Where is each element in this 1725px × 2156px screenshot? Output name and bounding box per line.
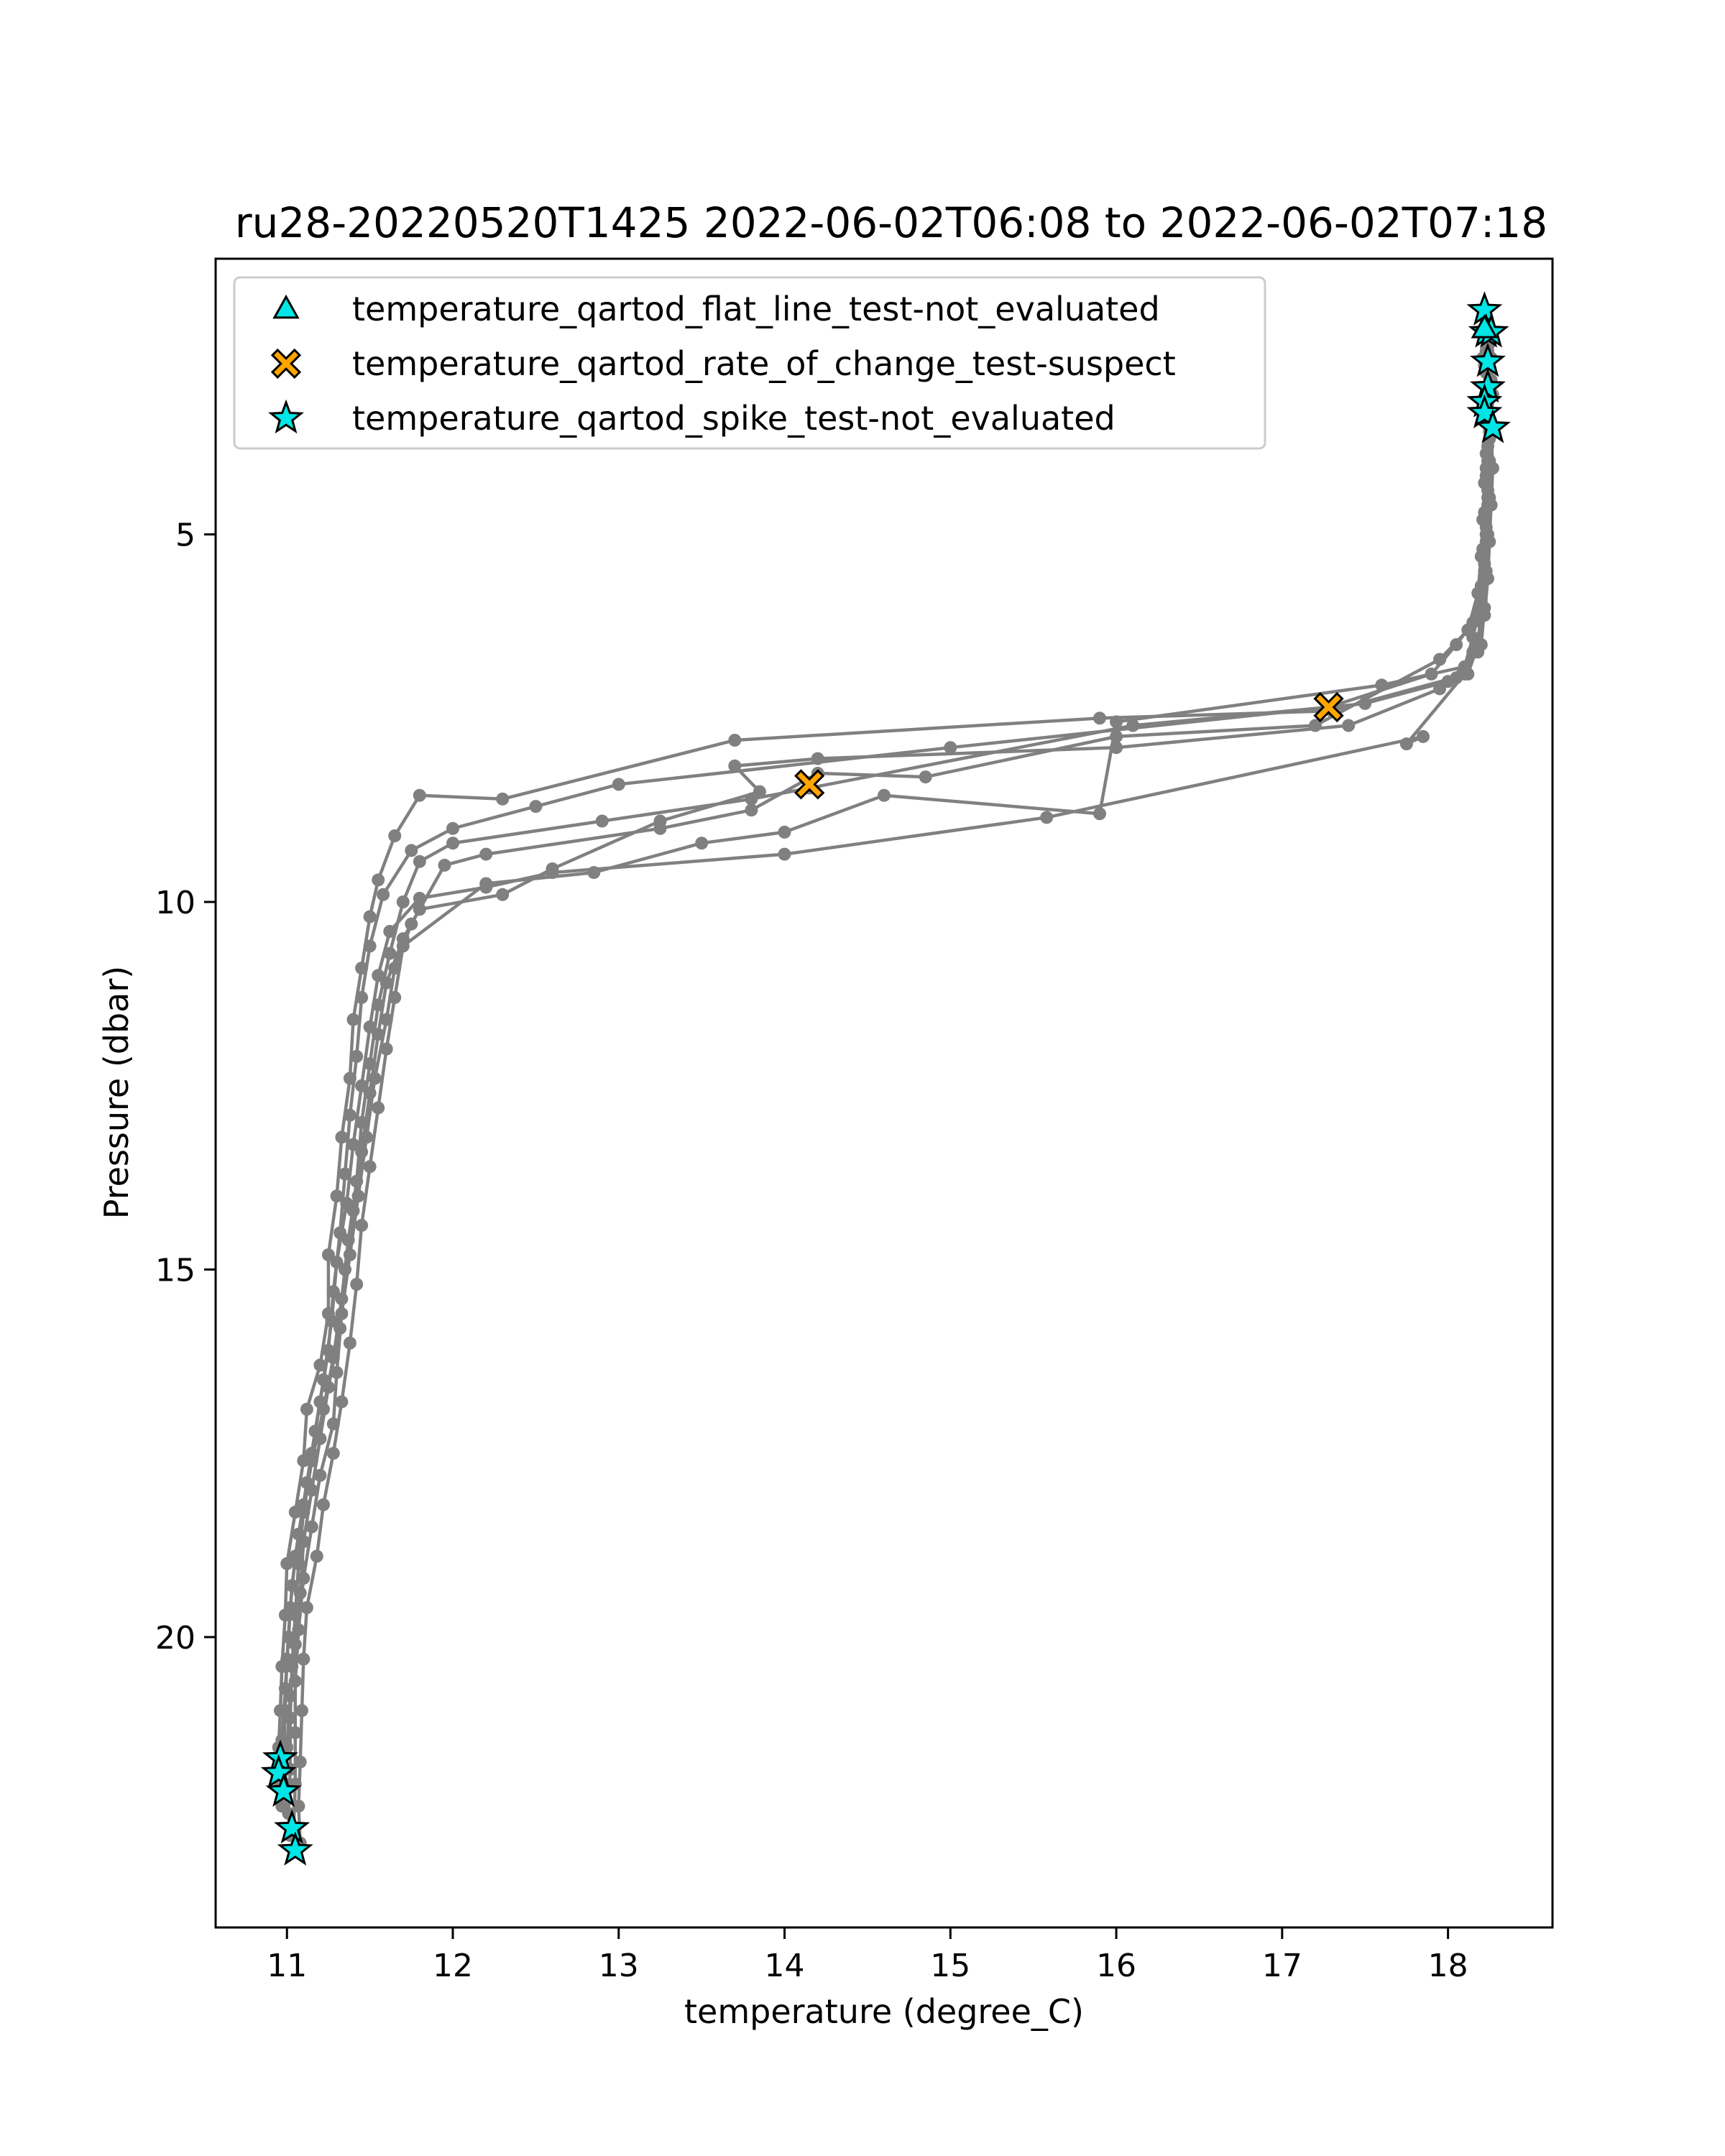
profile-7-point: [289, 1549, 302, 1562]
profile-4-point: [438, 859, 451, 872]
x-tick-label: 15: [930, 1948, 971, 1984]
profile-7-point: [350, 1050, 363, 1063]
profile-6-point: [372, 969, 385, 982]
profile-1-point: [300, 1403, 313, 1416]
x-tick-label: 18: [1427, 1948, 1468, 1984]
x-tick-label: 11: [267, 1948, 308, 1984]
plot-area: [216, 259, 1552, 1927]
y-axis-label: Pressure (dbar): [97, 965, 136, 1220]
profile-5-point: [300, 1601, 313, 1614]
profile-5-point: [388, 991, 401, 1004]
y-tick-label: 15: [155, 1252, 196, 1289]
x-axis-label: temperature (degree_C): [684, 1992, 1084, 2031]
profile-6-point: [1400, 737, 1413, 750]
profile-5-point: [1093, 807, 1106, 820]
legend-label: temperature_qartod_flat_line_test-not_evaluated: [352, 290, 1160, 328]
profile-3-point: [596, 815, 609, 828]
profile-7-point: [297, 1498, 310, 1511]
profile-4-point: [331, 1366, 344, 1379]
profile-6-point: [778, 848, 791, 861]
profile-7-point: [446, 822, 459, 835]
profile-4-point: [352, 1189, 365, 1202]
profile-4-point: [305, 1521, 318, 1534]
x-tick-label: 14: [764, 1948, 805, 1984]
profile-5-point: [294, 1756, 307, 1769]
profile-4-point: [654, 822, 667, 835]
profile-2-point: [1342, 719, 1355, 732]
profile-7-point: [1476, 609, 1489, 622]
profile-1-point: [388, 829, 401, 842]
profile-6-point: [383, 925, 396, 938]
y-tick-label: 20: [155, 1619, 196, 1657]
profile-7-point: [1442, 675, 1455, 688]
profile-7-point: [339, 1168, 351, 1181]
profile-7-point: [322, 1344, 335, 1357]
profile-5-point: [350, 1278, 363, 1291]
profile-5-point: [695, 837, 708, 849]
profile-6-point: [413, 892, 426, 905]
profile-4-point: [479, 848, 492, 861]
profile-line-7: [284, 358, 1490, 1792]
profile-5-point: [297, 1653, 310, 1666]
profile-line-3: [289, 328, 1490, 1835]
profile-7-point: [284, 1601, 297, 1614]
x-tick-label: 13: [598, 1948, 639, 1984]
legend-label: temperature_qartod_rate_of_change_test-suspect: [352, 344, 1176, 383]
profile-4-point: [297, 1572, 310, 1585]
profile-4-point: [745, 803, 758, 816]
profile-1-point: [728, 734, 741, 747]
profile-7-point: [327, 1285, 340, 1298]
profile-6-point: [355, 1079, 368, 1092]
profile-6-point: [1417, 730, 1430, 743]
profile-7-point: [1478, 572, 1491, 585]
x-tick-label: 12: [433, 1948, 473, 1984]
profile-5-point: [364, 1160, 377, 1173]
profile-1-point: [496, 793, 509, 806]
profile-5-point: [1110, 715, 1123, 728]
legend: [234, 277, 1265, 448]
profile-5-point: [335, 1396, 348, 1409]
profile-7-point: [313, 1396, 326, 1409]
profile-7-point: [377, 888, 390, 901]
profile-7-point: [280, 1653, 293, 1666]
profile-5-point: [355, 1219, 368, 1232]
profile-7-point: [334, 1226, 346, 1239]
profile-6-point: [364, 1021, 377, 1033]
profile-5-point: [778, 826, 791, 839]
profile-7-point: [1480, 535, 1493, 548]
profile-3-point: [446, 837, 459, 849]
profile-7-point: [529, 800, 542, 813]
x-tick-label: 17: [1261, 1948, 1302, 1984]
profile-7-point: [279, 1704, 292, 1717]
profile-7-point: [405, 844, 418, 857]
profile-7-point: [1471, 645, 1484, 658]
profile-5-point: [372, 1102, 385, 1115]
profile-5-point: [327, 1447, 340, 1460]
profile-5-point: [295, 1704, 308, 1717]
profile-4-point: [360, 1130, 373, 1143]
profile-4-point: [1433, 653, 1446, 666]
profile-1-point: [413, 789, 426, 802]
profile-4-point: [313, 1469, 326, 1482]
profile-4-point: [405, 918, 418, 931]
profile-6-point: [546, 866, 559, 879]
profile-6-point: [1040, 811, 1053, 824]
profile-5-point: [878, 789, 891, 802]
profile-line-2: [282, 321, 1493, 1792]
profile-4-point: [369, 1072, 382, 1085]
profile-7-point: [344, 1109, 356, 1122]
profile-7-point: [1480, 462, 1493, 475]
profile-7-point: [305, 1447, 318, 1460]
y-tick-label: 5: [175, 517, 196, 554]
legend-label: temperature_qartod_spike_test-not_evaluated: [352, 399, 1116, 438]
profile-7-point: [612, 778, 625, 791]
profile-1-point: [1093, 711, 1106, 724]
profile-6-point: [479, 881, 492, 894]
profile-7-point: [944, 741, 957, 754]
profile-5-point: [344, 1337, 356, 1350]
profile-7-point: [355, 991, 368, 1004]
chart-title: ru28-20220520T1425 2022-06-02T06:08 to 2022-06-02T07:18: [234, 198, 1548, 247]
profile-7-point: [364, 939, 377, 952]
profile-line-4: [294, 336, 1489, 1850]
profile-3-point: [397, 895, 410, 908]
profile-line-5: [298, 344, 1491, 1843]
profile-lines: [272, 308, 1499, 1857]
profile-1-point: [364, 911, 377, 923]
profile-2-point: [496, 888, 509, 901]
profile-1-point: [372, 873, 385, 886]
profile-7-point: [1358, 697, 1371, 710]
profile-5-point: [397, 939, 410, 952]
profile-3-point: [413, 855, 426, 868]
profile-5-point: [310, 1549, 323, 1562]
profile-5-point: [1375, 678, 1388, 691]
profile-4-point: [919, 770, 932, 783]
profile-7-point: [1481, 499, 1494, 512]
profile-line-6: [280, 351, 1491, 1806]
qc-markers: [264, 295, 1508, 1864]
profile-4-point: [344, 1248, 356, 1261]
x-tick-label: 16: [1096, 1948, 1137, 1984]
profile-5-point: [380, 1043, 393, 1056]
profile-3-point: [745, 793, 758, 806]
profile-line-1: [279, 314, 1490, 1769]
profile-5-point: [317, 1498, 330, 1511]
y-tick-label: 10: [155, 885, 196, 922]
